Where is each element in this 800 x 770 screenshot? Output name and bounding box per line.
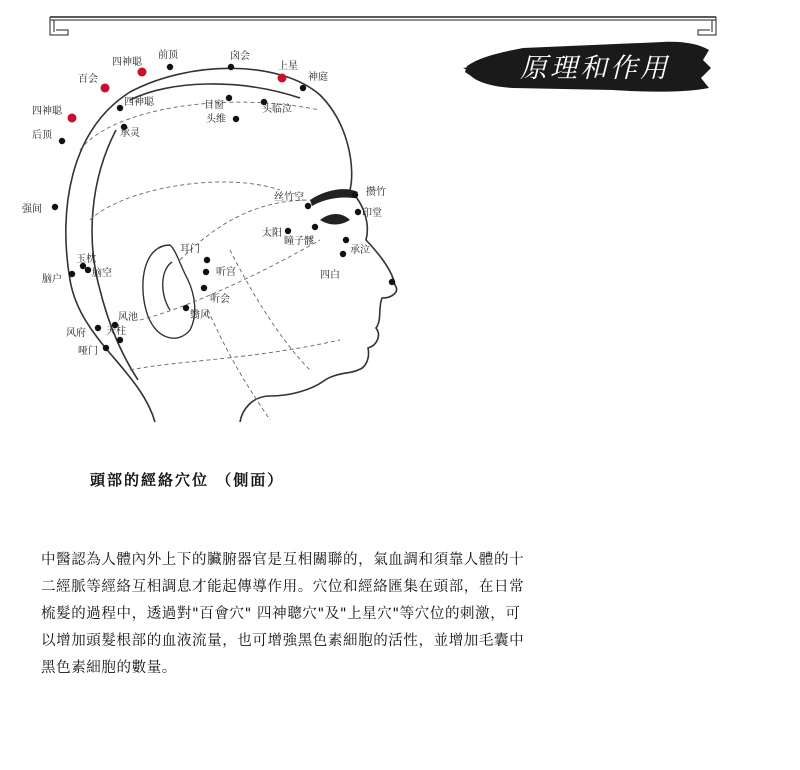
point-四神聪-top — [138, 68, 147, 77]
point-哑门 — [103, 345, 109, 351]
label-哑门: 哑门 — [78, 346, 98, 357]
point-头维 — [233, 116, 239, 122]
label-承泣: 承泣 — [350, 245, 370, 256]
label-瞳子髎: 瞳子髎 — [284, 236, 314, 247]
label-上星: 上星 — [278, 61, 298, 72]
label-太阳: 太阳 — [262, 228, 282, 239]
head-outline — [66, 68, 397, 422]
point-后顶 — [59, 138, 65, 144]
label-头维: 头维 — [206, 114, 226, 125]
point-nose — [389, 279, 395, 285]
point-四白 — [340, 251, 346, 257]
label-攒竹: 攒竹 — [366, 187, 386, 198]
body-line: 二經脈等經絡互相調息才能起傳導作用。穴位和經絡匯集在頭部，在日常 — [41, 579, 525, 595]
point-天柱 — [117, 337, 123, 343]
label-丝竹空: 丝竹空 — [274, 192, 304, 203]
eye — [320, 214, 350, 225]
label-头临泣: 头临泣 — [262, 104, 292, 115]
label-听宫: 听宫 — [216, 267, 236, 278]
point-前顶 — [167, 64, 173, 70]
label-百会: 百会 — [78, 74, 98, 85]
body-line: 中醫認為人體內外上下的臟腑器官是互相關聯的，氣血調和須靠人體的十 — [41, 552, 525, 568]
label-前顶: 前顶 — [158, 50, 178, 61]
label-脑户: 脑户 — [42, 274, 62, 285]
body-line: 梳髮的過程中，透過對"百會穴" 四神聰穴"及"上星穴"等穴位的刺激，可 — [41, 606, 521, 622]
label-天柱: 天柱 — [106, 326, 126, 337]
label-四神聪-inner: 四神聪 — [124, 97, 154, 108]
label-印堂: 印堂 — [362, 208, 382, 219]
label-囟会: 囟会 — [230, 51, 250, 62]
label-脑空: 脑空 — [92, 268, 112, 279]
point-目窗 — [226, 95, 232, 101]
label-目窗: 目窗 — [204, 100, 224, 111]
point-脑空 — [85, 267, 91, 273]
diagram-caption: 頭部的經絡穴位 （側面） — [90, 471, 285, 489]
body-line: 黑色素細胞的數量。 — [41, 660, 177, 676]
point-太阳 — [285, 228, 291, 234]
point-风府 — [95, 325, 101, 331]
eyebrow — [310, 189, 358, 206]
acupoint-labels — [22, 48, 386, 357]
label-四神聪-back: 四神聪 — [32, 106, 62, 117]
label-神庭: 神庭 — [308, 72, 328, 83]
label-玉枕: 玉枕 — [76, 254, 96, 265]
point-四神聪-back — [68, 114, 77, 123]
label-风池: 风池 — [118, 312, 138, 323]
top-frame-bar — [48, 14, 718, 36]
point-丝竹空 — [305, 203, 311, 209]
point-强间 — [52, 204, 58, 210]
head-acupoint-diagram — [20, 40, 440, 430]
label-承灵: 承灵 — [120, 128, 140, 139]
label-耳门: 耳门 — [180, 244, 200, 255]
point-上星 — [278, 74, 287, 83]
point-脑户 — [69, 271, 75, 277]
label-四神聪-top: 四神聪 — [112, 57, 142, 68]
point-印堂 — [355, 209, 361, 215]
point-听会 — [201, 285, 207, 291]
point-百会 — [101, 84, 110, 93]
point-耳门 — [204, 257, 210, 263]
point-四神聪-inner — [117, 105, 123, 111]
banner-title: 原理和作用 — [520, 53, 670, 84]
ear — [143, 245, 195, 338]
point-攒竹 — [352, 192, 358, 198]
point-翳风 — [183, 305, 189, 311]
label-四白: 四白 — [320, 270, 340, 281]
point-承泣 — [343, 237, 349, 243]
point-瞳子髎 — [312, 224, 318, 230]
point-神庭 — [300, 85, 306, 91]
label-翳风: 翳风 — [190, 310, 210, 321]
label-风府: 风府 — [66, 328, 86, 339]
point-听宫 — [203, 269, 209, 275]
label-强间: 强间 — [22, 204, 42, 215]
point-囟会 — [228, 64, 234, 70]
label-听会: 听会 — [210, 294, 230, 305]
label-后顶: 后顶 — [32, 130, 52, 141]
body-paragraph — [41, 547, 561, 682]
body-line: 以增加頭髮根部的血液流量，也可增強黑色素細胞的活性，並增加毛囊中 — [41, 633, 525, 649]
